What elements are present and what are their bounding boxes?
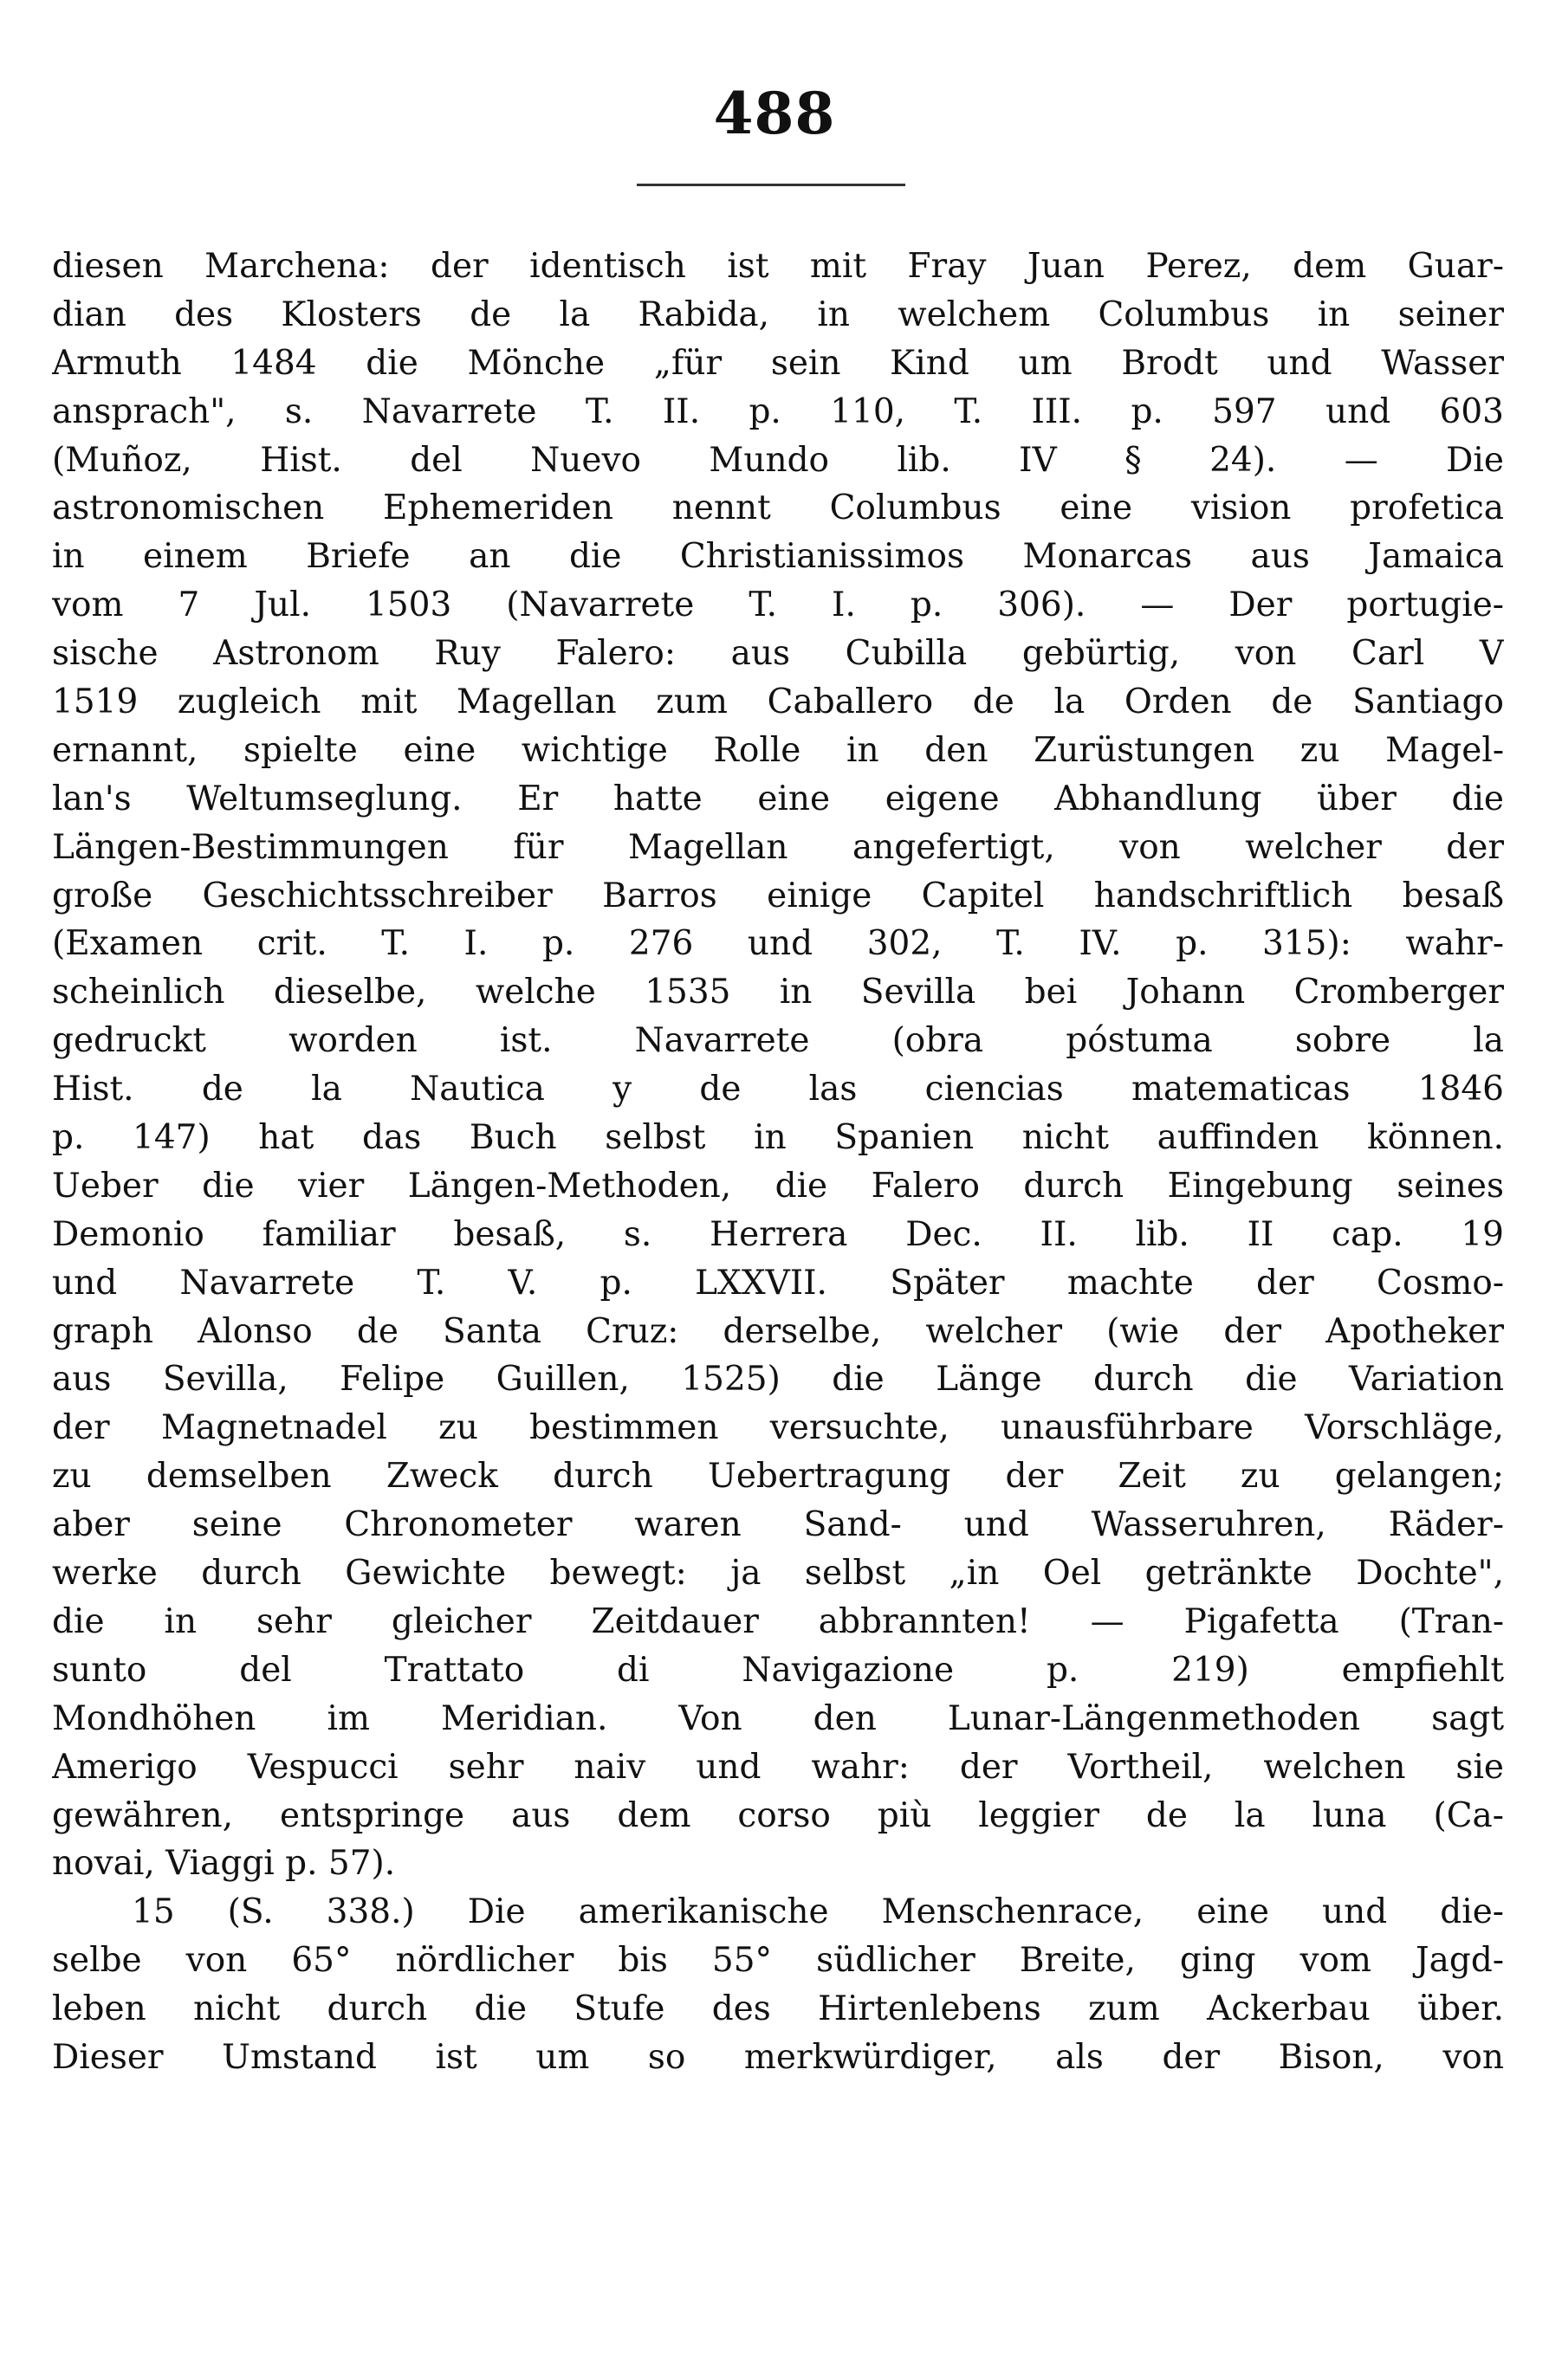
text-line: scheinlich dieselbe, welche 1535 in Sevilla bei Johann Cromberger	[52, 973, 1504, 1012]
text-line: graph Alonso de Santa Cruz: derselbe, welcher (wie der Apotheker	[52, 1311, 1504, 1351]
text-line: große Geschichtsschreiber Barros einige Capitel handschriftlich besaß	[52, 876, 1504, 915]
text-line: Ueber die vier Längen-Methoden, die Falero durch Eingebung seines	[52, 1166, 1504, 1206]
text-line: 1519 zugleich mit Magellan zum Caballero de la Orden de Santiago	[52, 682, 1504, 722]
text-line: gedruckt worden ist. Navarrete (obra póstuma sobre la	[52, 1021, 1504, 1061]
text-line: der Magnetnadel zu bestimmen versuchte, unausführbare Vorschläge,	[52, 1408, 1504, 1448]
text-line: Amerigo Vespucci sehr naiv und wahr: der Vortheil, welchen sie	[52, 1747, 1504, 1787]
text-line: Hist. de la Nautica y de las ciencias matematicas 1846	[52, 1070, 1504, 1109]
text-line: Armuth 1484 die Mönche „für sein Kind um Brodt und Wasser	[52, 343, 1504, 383]
text-line: gewähren, entspringe aus dem corso più leggier de la luna (Ca-	[52, 1795, 1504, 1835]
text-line: dian des Klosters de la Rabida, in welchem Columbus in seiner	[52, 294, 1504, 334]
text-line: Längen-Bestimmungen für Magellan angefertigt, von welcher der	[52, 827, 1504, 867]
header-rule	[637, 184, 905, 186]
text-line: in einem Briefe an die Christianissimos Monarcas aus Jamaica	[52, 537, 1504, 577]
body-text	[52, 243, 1504, 2082]
text-line: selbe von 65° nördlicher bis 55° südlicher Breite, ging vom Jagd-	[52, 1941, 1504, 1981]
page-number: 488	[713, 80, 836, 147]
text-line: diesen Marchena: der identisch ist mit Fray Juan Perez, dem Guar-	[52, 247, 1504, 286]
text-line: sunto del Trattato di Navigazione p. 219) empfiehlt	[52, 1650, 1504, 1690]
footnote-line: 15 (S. 338.) Die amerikanische Menschenrace, eine und die-	[132, 1892, 1504, 1932]
text-line: lan's Weltumseglung. Er hatte eine eigene Abhandlung über die	[52, 779, 1504, 818]
text-line: novai, Viaggi p. 57).	[52, 1844, 396, 1884]
text-line: Mondhöhen im Meridian. Von den Lunar-Längenmethoden sagt	[52, 1698, 1504, 1738]
text-line: Dieser Umstand ist um so merkwürdiger, als der Bison, von	[52, 2037, 1504, 2077]
text-line: zu demselben Zweck durch Uebertragung der Zeit zu gelangen;	[52, 1457, 1504, 1497]
text-line: ernannt, spielte eine wichtige Rolle in den Zurüstungen zu Magel-	[52, 730, 1504, 770]
text-line: ansprach", s. Navarrete T. II. p. 110, T. III. p. 597 und 603	[52, 391, 1504, 431]
text-line: astronomischen Ephemeriden nennt Columbus eine vision profetica	[52, 488, 1504, 528]
text-line: werke durch Gewichte bewegt: ja selbst „in Oel getränkte Dochte",	[52, 1554, 1504, 1594]
text-line: die in sehr gleicher Zeitdauer abbrannten! — Pigafetta (Tran-	[52, 1601, 1504, 1641]
text-line: (Muñoz, Hist. del Nuevo Mundo lib. IV § 24). — Die	[52, 440, 1504, 480]
text-line: und Navarrete T. V. p. LXXVII. Später machte der Cosmo-	[52, 1263, 1504, 1303]
text-line: p. 147) hat das Buch selbst in Spanien nicht auffinden können.	[52, 1118, 1504, 1158]
text-line: Demonio familiar besaß, s. Herrera Dec. II. lib. II cap. 19	[52, 1214, 1504, 1254]
text-line: aber seine Chronometer waren Sand- und Wasseruhren, Räder-	[52, 1505, 1504, 1545]
text-line: sische Astronom Ruy Falero: aus Cubilla gebürtig, von Carl V	[52, 634, 1504, 674]
text-line: leben nicht durch die Stufe des Hirtenlebens zum Ackerbau über.	[52, 1989, 1504, 2029]
text-line: vom 7 Jul. 1503 (Navarrete T. I. p. 306). — Der portugie-	[52, 585, 1504, 625]
text-line: (Examen crit. T. I. p. 276 und 302, T. IV. p. 315): wahr-	[52, 924, 1504, 964]
text-line: aus Sevilla, Felipe Guillen, 1525) die Länge durch die Variation	[52, 1360, 1504, 1400]
